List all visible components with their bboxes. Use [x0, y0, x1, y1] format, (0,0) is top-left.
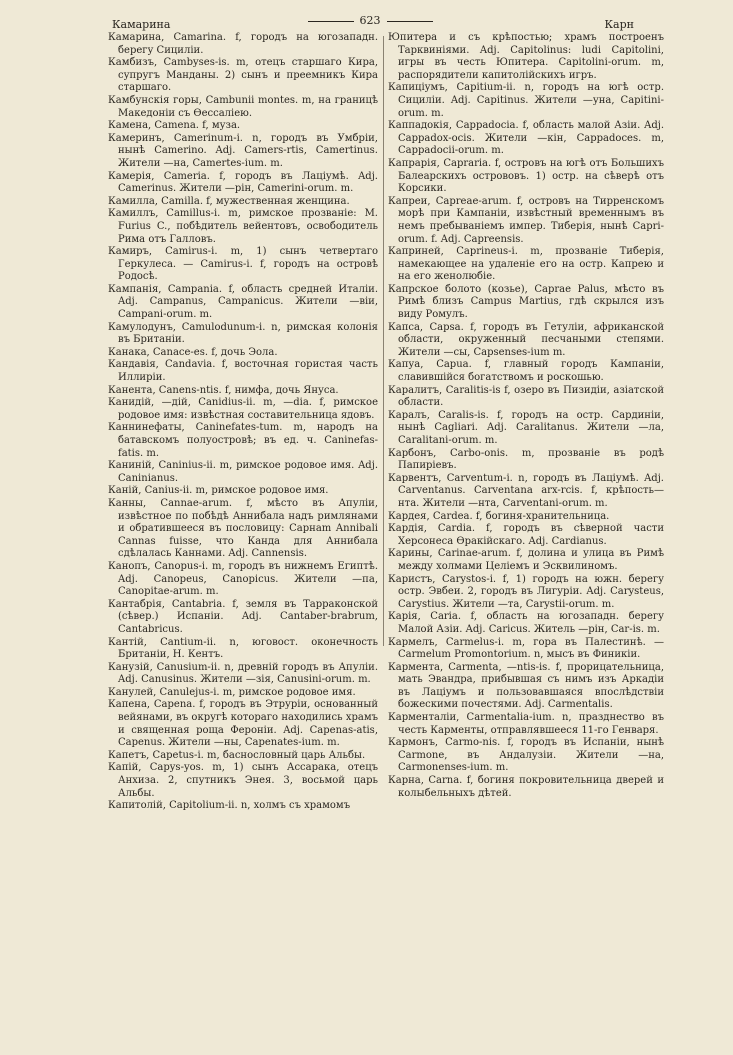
- dictionary-entry: Каниній, Caninius-ii. m, римское родовое имя. Adj. Caninianus.: [108, 460, 378, 484]
- dictionary-entry: Капуа, Capua. f, главный городъ Кампаніи, славившійся богатствомъ и роскошью.: [388, 359, 664, 384]
- header-rule-left: [308, 21, 354, 22]
- dictionary-entry: Камена, Camena. f, муза.: [108, 120, 241, 132]
- dictionary-entry: Капса, Capsa. f, городъ въ Гетуліи, африканской области, окруженный песчаными степями. Жители —сы, Capsenses-ium m.: [388, 321, 664, 358]
- dictionary-entry: Камбунскія горы, Cambunii montes. m, на границѣ Македоніи съ Ѳессаліею.: [108, 94, 378, 119]
- dictionary-entry: Канузій, Canusium-ii. n, древній городъ въ Апуліи. Adj. Canusinus. Жители —зія, Canusini-orum. m.: [108, 661, 378, 686]
- left-column: [108, 32, 378, 813]
- dictionary-entry: Каралъ, Caralis-is. f, городъ на остр. Сардиніи, нынѣ Cagliari. Adj. Caralitanus. Жители —ла, Caralitani-orum. m.: [388, 409, 664, 446]
- dictionary-entry: Карія, Caria. f, область на югозападн. берегу Малой Азіи. Adj. Caricus. Житель —рін, Car-is. m.: [388, 611, 664, 635]
- page-number-text: 623: [359, 14, 381, 27]
- page-header: [100, 14, 640, 34]
- dictionary-entry: Капена, Capena. f, городъ въ Этруріи, основанный вейянами, въ округѣ котораго находились храмъ и священная роща Фероніи. Adj. Capenas-atis, Capenus. Жители —ны, Capenates-ium. m.: [108, 699, 378, 749]
- dictionary-entry: Канидій, —дій, Canidius-ii. m, —dia. f, римское родовое имя: извѣстная составительница ядовъ.: [108, 397, 378, 421]
- dictionary-entry: Карменталіи, Carmentalia-ium. n, празднество въ честь Карменты, отправлявшееся 11-го Генваря.: [388, 712, 664, 736]
- dictionary-entry: Каннинефаты, Caninefates-tum. m, народъ на батавскомъ полуостровѣ; въ ед. ч. Caninefas-fatis. m.: [108, 422, 378, 459]
- dictionary-entry: Камиръ, Camirus-i. m, 1) сынъ четвертаго Геркулеса. — Camirus-i. f, городъ на островѣ Родосѣ.: [108, 246, 378, 283]
- dictionary-entry: Канны, Cannae-arum. f, мѣсто въ Апуліи, извѣстное по побѣдѣ Аннибала надъ римлянами и обратившееся въ пословицу: Caрнam Annibali Cannas fuisse, что Канда для Аннибала сдѣлалась Каннами. Adj. Cannensis.: [108, 497, 378, 560]
- dictionary-entry: Кармонъ, Carmo-nis. f, городъ въ Испаніи, нынѣ Carmone, въ Андалузіи. Жители —на, Carmonenses-ium. m.: [388, 737, 664, 774]
- dictionary-entry: Капрарія, Capraria. f, островъ на югѣ отъ Большихъ Балеарскихъ острововъ. 1) остр. на сѣверѣ отъ Корсики.: [388, 157, 664, 195]
- dictionary-entry: Камулодунъ, Camulodunum-i. n, римская колонія въ Британіи.: [108, 321, 378, 346]
- dictionary-entry: Капій, Capys-yos. m, 1) сынъ Ассарака, отецъ Анхиза. 2, спутникъ Энея. 3, восьмой царь Альбы.: [108, 762, 378, 799]
- header-left-word: Камарина: [112, 18, 171, 31]
- page-number: [270, 14, 470, 27]
- dictionary-entry: Камеринъ, Camerinum-i. n, городъ въ Умбріи, нынѣ Camerino. Adj. Camers-rtis, Camertinus. Жители —на, Camertes-ium. m.: [108, 132, 378, 169]
- dictionary-entry: Каралитъ, Caralitis-is f, озеро въ Пизидіи, азіатской области.: [388, 384, 664, 409]
- dictionary-entry: Кантабрія, Cantabria. f, земля въ Тарраконской (сѣвер.) Испаніи. Adj. Cantaber-brabrum, Cantabricus.: [108, 598, 378, 635]
- right-column: [388, 32, 664, 800]
- dictionary-entry: Кардія, Cardia. f, городъ въ сѣверной части Херсонеса Ѳракійскаго. Adj. Cardianus.: [388, 523, 664, 547]
- dictionary-entry: Карины, Carinae-arum. f, долина и улица въ Римѣ между холмами Целіемъ и Эсквилиномъ.: [388, 548, 664, 572]
- dictionary-entry: Кармелъ, Carmelus-i. m, гора въ Палестинѣ. — Carmelum Promontorium. n, мысъ въ Финикіи.: [388, 636, 664, 661]
- dictionary-entry: Кантій, Cantium-ii. n, юговост. оконечность Британіи, Н. Кентъ.: [108, 636, 378, 661]
- column-divider: [383, 36, 384, 646]
- header-right-word: Карн: [604, 18, 634, 31]
- dictionary-entry: Капитолій, Capitolium-ii. n, холмъ съ храмомъ: [108, 800, 351, 812]
- dictionary-entry: Кардея, Cardea. f, богиня-хранительница.: [388, 510, 610, 522]
- dictionary-entry: Капетъ, Capetus-i. m, баснословный царь Альбы.: [108, 749, 366, 761]
- dictionary-entry: Каприней, Caprineus-i. m, прозваніе Тиберія, намекающее на удаленіе его на остр. Капрею и на его женолюбіе.: [388, 246, 664, 283]
- dictionary-entry: Камиллъ, Camillus-i. m, римское прозваніе: M. Furius C., побѣдитель вейентовъ, освободитель Рима отъ Галловъ.: [108, 208, 378, 245]
- dictionary-entry: Каппадокія, Cappadocia. f, область малой Азіи. Adj. Cappadox-ocis. Жители —кін, Cappadoces. m, Cappadocii-orum. m.: [388, 120, 664, 157]
- dictionary-entry: Канулей, Canulejus-i. m, римское родовое имя.: [108, 686, 356, 698]
- dictionary-entry: Камарина, Camarina. f, городъ на югозападн. берегу Сициліи.: [108, 32, 378, 56]
- dictionary-entry: Карбонъ, Carbo-onis. m, прозваніе въ родѣ Папиріевъ.: [388, 447, 664, 472]
- dictionary-entry: Капреи, Capreae-arum. f, островъ на Тирренскомъ морѣ при Кампаніи, извѣстный временнымъ въ немъ пребываніемъ импер. Тиберія, нынѣ Capri-orum. f. Adj. Capreensis.: [388, 195, 664, 245]
- header-rule-right: [387, 21, 433, 22]
- dictionary-entry: Каристъ, Carystos-i. f, 1) городъ на южн. берегу остр. Эвбеи. 2, городъ въ Лигуріи. Adj. Carysteus, Carystius. Жители —та, Carystii-orum. m.: [388, 573, 664, 610]
- dictionary-entry: Канента, Canens-ntis. f, нимфа, дочь Януса.: [108, 384, 339, 396]
- dictionary-entry: Каній, Canius-ii. m, римское родовое имя.: [108, 485, 329, 497]
- dictionary-entry: Капрское болото (козье), Caprae Palus, мѣсто въ Римѣ близъ Campus Martius, гдѣ скрылся изъ виду Ромулъ.: [388, 283, 664, 321]
- dictionary-entry: Кармента, Carmenta, —ntis-is. f, прорицательница, мать Эвандра, прибывшая съ нимъ изъ Аркадіи въ Лаціумъ и пользовавшаяся впослѣдствіи божескими почестями. Adj. Carmentalis.: [388, 661, 664, 711]
- dictionary-entry: Юпитера и съ крѣпостью; храмъ построенъ Тарквиніями. Adj. Capitolinus: ludi Capitolini, игры въ честь Юпитера. Capitolini-orum. m, распорядители капитолійскихъ игръ.: [388, 32, 664, 81]
- dictionary-entry: Канопъ, Canopus-i. m, городъ въ нижнемъ Египтѣ. Adj. Canopeus, Canopicus. Жители —па, Canopitae-arum. m.: [108, 560, 378, 598]
- dictionary-entry: Карна, Carna. f, богиня покровительница дверей и колыбельныхъ дѣтей.: [388, 775, 664, 799]
- dictionary-entry: Канака, Canace-es. f, дочь Эола.: [108, 346, 278, 358]
- dictionary-entry: Кампанія, Campania. f, область средней Италіи. Adj. Campanus, Campanicus. Жители —віи, Campani-orum. m.: [108, 283, 378, 321]
- dictionary-entry: Кандавія, Candavia. f, восточная гористая часть Иллиріи.: [108, 359, 378, 384]
- dictionary-entry: Камерія, Cameria. f, городъ въ Лаціумѣ. Adj. Camerinus. Жители —рін, Camerini-orum. m.: [108, 170, 378, 195]
- dictionary-entry: Камилла, Camilla. f, мужественная женщина.: [108, 195, 350, 207]
- dictionary-entry: Карвентъ, Carventum-i. n, городъ въ Лаціумѣ. Adj. Carventanus. Carventana arx-rcis. f, крѣпость—нта. Жители —нта, Carventani-orum. m.: [388, 472, 664, 509]
- dictionary-entry: Камбизъ, Cambyses-is. m, отецъ старшаго Кира, супругъ Манданы. 2) сынъ и преемникъ Кира старшаго.: [108, 57, 378, 94]
- dictionary-entry: Капиціумъ, Capitium-ii. n, городъ на югѣ остр. Сициліи. Adj. Capitinus. Жители —уна, Capitini-orum. m.: [388, 82, 664, 119]
